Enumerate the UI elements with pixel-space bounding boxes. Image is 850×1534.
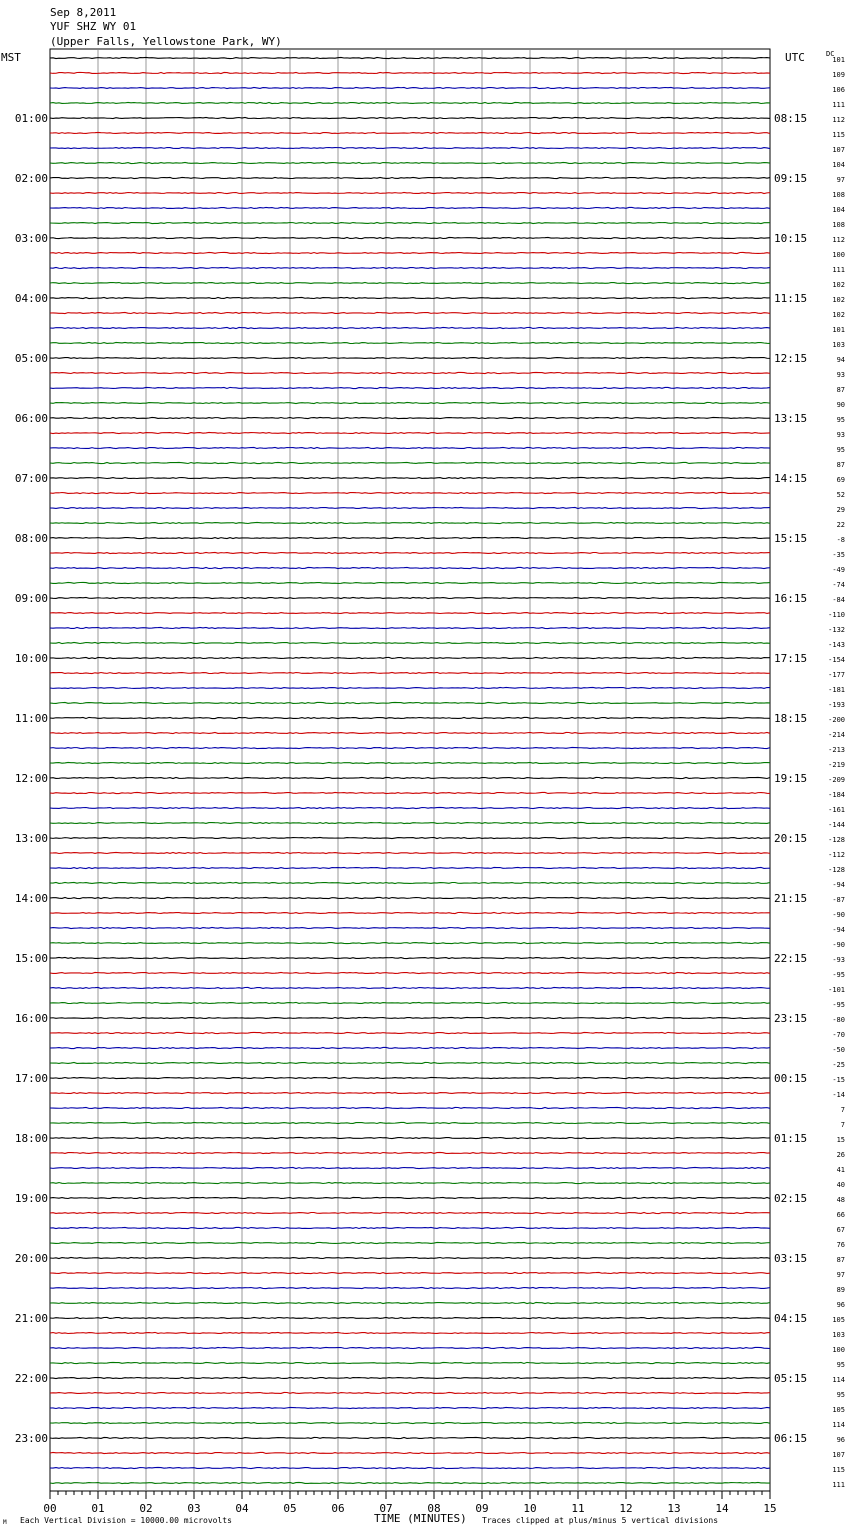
dc-offset-label: -35 — [832, 551, 845, 559]
dc-offset-label: -181 — [828, 686, 845, 694]
dc-offset-label: 97 — [836, 176, 845, 184]
dc-offset-label: -143 — [828, 641, 845, 649]
x-tick-label: 10 — [523, 1502, 537, 1515]
dc-offset-label: 108 — [832, 221, 845, 229]
dc-offset-label: -110 — [828, 611, 845, 619]
left-hour-label: 10:00 — [14, 652, 48, 665]
seismic-trace — [50, 1182, 770, 1183]
dc-offset-label: 108 — [832, 191, 845, 199]
dc-offset-label: 66 — [836, 1211, 845, 1219]
dc-offset-label: 105 — [832, 1316, 845, 1324]
dc-offset-label: 26 — [836, 1151, 845, 1159]
seismic-trace — [50, 687, 770, 688]
dc-offset-label: 102 — [832, 281, 845, 289]
left-hour-label: 04:00 — [14, 292, 48, 305]
dc-offset-label: 87 — [836, 1256, 845, 1264]
left-hour-label: 14:00 — [14, 892, 48, 905]
dc-offset-label: -49 — [832, 566, 845, 574]
dc-offset-label: 41 — [836, 1166, 845, 1174]
left-hour-label: 03:00 — [14, 232, 48, 245]
dc-label: DC — [826, 50, 835, 58]
seismic-trace — [50, 882, 770, 883]
clip-note: Traces clipped at plus/minus 5 vertical divisions — [482, 1516, 719, 1525]
right-hour-label: 04:15 — [774, 1312, 808, 1325]
plot-frame — [50, 49, 770, 1491]
left-hour-label: 06:00 — [14, 412, 48, 425]
dc-offset-label: 89 — [836, 1286, 845, 1294]
seismic-trace — [50, 417, 770, 418]
right-hour-label: 00:15 — [774, 1072, 808, 1085]
dc-offset-label: 103 — [832, 341, 845, 349]
dc-offset-label: -184 — [828, 791, 845, 799]
dc-offset-label: -101 — [828, 986, 845, 994]
seismic-trace — [50, 1362, 770, 1363]
right-hour-label: 22:15 — [774, 952, 808, 965]
left-hour-label: 12:00 — [14, 772, 48, 785]
dc-offset-label: 22 — [836, 521, 845, 529]
seismic-trace — [50, 762, 770, 763]
seismic-trace — [50, 582, 770, 583]
x-tick-label: 00 — [43, 1502, 57, 1515]
seismic-trace — [50, 642, 770, 643]
seismic-trace — [50, 1317, 770, 1318]
dc-offset-label: 111 — [832, 1481, 845, 1489]
dc-offset-label: 97 — [836, 1271, 845, 1279]
dc-offset-label: 100 — [832, 1346, 845, 1354]
seismic-trace — [50, 927, 770, 928]
seismic-trace — [50, 852, 770, 853]
dc-offset-label: 104 — [832, 206, 845, 214]
dc-offset-label: -214 — [828, 731, 845, 739]
x-tick-label: 05 — [283, 1502, 297, 1515]
seismic-trace — [50, 822, 770, 823]
dc-offset-label: 114 — [832, 1421, 845, 1429]
seismic-trace — [50, 402, 770, 403]
seismic-trace — [50, 1347, 770, 1348]
dc-offset-label: 69 — [836, 476, 845, 484]
seismic-trace — [50, 1017, 770, 1018]
right-hour-label: 17:15 — [774, 652, 808, 665]
x-tick-label: 09 — [475, 1502, 489, 1515]
x-tick-label: 04 — [235, 1502, 249, 1515]
dc-offset-label: 52 — [836, 491, 845, 499]
seismic-trace — [50, 1212, 770, 1213]
seismic-trace — [50, 282, 770, 283]
dc-offset-label: 112 — [832, 236, 845, 244]
dc-offset-label: 96 — [836, 1301, 845, 1309]
dc-offset-label: -14 — [832, 1091, 845, 1099]
seismic-trace — [50, 552, 770, 553]
dc-offset-label: 102 — [832, 311, 845, 319]
right-hour-label: 02:15 — [774, 1192, 808, 1205]
dc-offset-label: 104 — [832, 161, 845, 169]
seismic-trace — [50, 1152, 770, 1153]
seismic-trace — [50, 147, 770, 148]
dc-offset-label: 15 — [836, 1136, 845, 1144]
dc-offset-label: -144 — [828, 821, 845, 829]
dc-offset-label: -8 — [836, 536, 845, 544]
left-hour-label: 15:00 — [14, 952, 48, 965]
dc-offset-label: 95 — [836, 1391, 845, 1399]
dc-offset-label: 111 — [832, 266, 845, 274]
right-hour-label: 03:15 — [774, 1252, 808, 1265]
dc-offset-label: -90 — [832, 941, 845, 949]
left-hour-label: 18:00 — [14, 1132, 48, 1145]
dc-offset-label: -200 — [828, 716, 845, 724]
seismic-trace — [50, 942, 770, 943]
seismic-trace — [50, 1302, 770, 1303]
seismic-trace — [50, 987, 770, 988]
x-tick-label: 14 — [715, 1502, 729, 1515]
dc-offset-label: -154 — [828, 656, 845, 664]
plot-grid — [50, 49, 770, 1499]
dc-offset-label: -95 — [832, 971, 845, 979]
right-hour-label: 01:15 — [774, 1132, 808, 1145]
left-hour-label: 20:00 — [14, 1252, 48, 1265]
dc-offset-label: 76 — [836, 1241, 845, 1249]
traces — [50, 57, 770, 1483]
seismic-trace — [50, 957, 770, 958]
seismic-trace — [50, 972, 770, 973]
corner-mark: M — [3, 1519, 7, 1526]
dc-offset-label: 111 — [832, 101, 845, 109]
dc-offset-label: 115 — [832, 1466, 845, 1474]
x-tick-label: 03 — [187, 1502, 201, 1515]
header-location: (Upper Falls, Yellowstone Park, WY) — [50, 35, 282, 48]
seismic-trace — [50, 477, 770, 478]
seismic-trace — [50, 1482, 770, 1483]
dc-offset-label: 107 — [832, 146, 845, 154]
seismic-trace — [50, 1332, 770, 1333]
dc-offset-label: 90 — [836, 401, 845, 409]
dc-offset-label: 67 — [836, 1226, 845, 1234]
x-tick-label: 07 — [379, 1502, 393, 1515]
seismic-trace — [50, 537, 770, 538]
dc-offset-label: 94 — [836, 356, 845, 364]
seismic-trace — [50, 777, 770, 778]
seismic-trace — [50, 1287, 770, 1288]
seismic-trace — [50, 507, 770, 508]
seismic-trace — [50, 1047, 770, 1048]
x-tick-label: 13 — [667, 1502, 681, 1515]
dc-offset-label: 115 — [832, 131, 845, 139]
seismic-trace — [50, 912, 770, 913]
dc-offset-label: 102 — [832, 296, 845, 304]
seismic-trace — [50, 132, 770, 133]
seismic-trace — [50, 1272, 770, 1273]
seismic-trace — [50, 312, 770, 313]
seismic-trace — [50, 1197, 770, 1198]
dc-offset-label: 112 — [832, 116, 845, 124]
seismic-trace — [50, 1032, 770, 1033]
dc-offset-label: -213 — [828, 746, 845, 754]
dc-offset-label: -84 — [832, 596, 845, 604]
seismic-trace — [50, 492, 770, 493]
dc-offset-label: -74 — [832, 581, 845, 589]
x-tick-label: 02 — [139, 1502, 153, 1515]
dc-offset-label: 106 — [832, 86, 845, 94]
right-hour-label: 16:15 — [774, 592, 808, 605]
dc-offset-label: 87 — [836, 461, 845, 469]
seismic-trace — [50, 117, 770, 118]
right-hour-label: 09:15 — [774, 172, 808, 185]
seismic-trace — [50, 567, 770, 568]
x-tick-label: 15 — [763, 1502, 777, 1515]
seismic-trace — [50, 252, 770, 253]
left-hour-label: 07:00 — [14, 472, 48, 485]
seismic-trace — [50, 1122, 770, 1123]
dc-offset-label: 95 — [836, 416, 845, 424]
dc-offset-label: -80 — [832, 1016, 845, 1024]
seismic-trace — [50, 1092, 770, 1093]
dc-offset-label: -87 — [832, 896, 845, 904]
left-hour-label: 02:00 — [14, 172, 48, 185]
left-hour-label: 23:00 — [14, 1432, 48, 1445]
seismic-trace — [50, 1107, 770, 1108]
right-hour-label: 20:15 — [774, 832, 808, 845]
left-hour-label: 13:00 — [14, 832, 48, 845]
header-date: Sep 8,2011 — [50, 6, 117, 19]
seismic-trace — [50, 1467, 770, 1468]
x-tick-label: 01 — [91, 1502, 105, 1515]
dc-offset-label: -94 — [832, 881, 845, 889]
dc-offset-label: -93 — [832, 956, 845, 964]
left-hour-label: 09:00 — [14, 592, 48, 605]
dc-offset-label: 103 — [832, 1331, 845, 1339]
seismic-trace — [50, 1167, 770, 1168]
dc-offset-label: -70 — [832, 1031, 845, 1039]
seismic-trace — [50, 432, 770, 433]
right-hour-label: 06:15 — [774, 1432, 808, 1445]
right-hour-label: 12:15 — [774, 352, 808, 365]
x-axis-label: TIME (MINUTES) — [374, 1512, 467, 1525]
dc-offset-label: 101 — [832, 56, 845, 64]
left-axis-label: MST — [1, 51, 21, 64]
axis-labels — [15, 56, 845, 1515]
seismic-trace — [50, 267, 770, 268]
right-hour-label: 18:15 — [774, 712, 808, 725]
seismic-trace — [50, 1062, 770, 1063]
seismic-trace — [50, 222, 770, 223]
dc-offset-label: 101 — [832, 326, 845, 334]
right-hour-label: 10:15 — [774, 232, 808, 245]
seismic-trace — [50, 867, 770, 868]
left-hour-label: 01:00 — [14, 112, 48, 125]
dc-offset-label: -128 — [828, 866, 845, 874]
dc-offset-label: 96 — [836, 1436, 845, 1444]
seismic-trace — [50, 1407, 770, 1408]
seismic-trace — [50, 1452, 770, 1453]
left-hour-label: 17:00 — [14, 1072, 48, 1085]
right-hour-label: 19:15 — [774, 772, 808, 785]
seismic-trace — [50, 87, 770, 88]
dc-offset-label: 48 — [836, 1196, 845, 1204]
x-tick-label: 11 — [571, 1502, 585, 1515]
dc-offset-label: -128 — [828, 836, 845, 844]
seismic-trace — [50, 57, 770, 58]
seismic-trace — [50, 897, 770, 898]
dc-offset-label: -132 — [828, 626, 845, 634]
header-station: YUF SHZ WY 01 — [50, 20, 137, 33]
dc-offset-label: 40 — [836, 1181, 845, 1189]
right-hour-label: 13:15 — [774, 412, 808, 425]
dc-offset-label: 105 — [832, 1406, 845, 1414]
seismic-trace — [50, 1377, 770, 1378]
seismic-trace — [50, 357, 770, 358]
seismic-trace — [50, 342, 770, 343]
seismic-trace — [50, 372, 770, 373]
seismic-trace — [50, 72, 770, 73]
dc-offset-label: 87 — [836, 386, 845, 394]
dc-offset-label: 93 — [836, 371, 845, 379]
seismic-trace — [50, 612, 770, 613]
dc-offset-label: -90 — [832, 911, 845, 919]
left-hour-label: 19:00 — [14, 1192, 48, 1205]
seismic-trace — [50, 1002, 770, 1003]
dc-offset-label: 100 — [832, 251, 845, 259]
dc-offset-label: -50 — [832, 1046, 845, 1054]
seismic-trace — [50, 672, 770, 673]
seismic-trace — [50, 1137, 770, 1138]
seismic-trace — [50, 387, 770, 388]
seismic-trace — [50, 747, 770, 748]
seismic-trace — [50, 192, 770, 193]
dc-offset-label: 109 — [832, 71, 845, 79]
seismic-trace — [50, 237, 770, 238]
left-hour-label: 08:00 — [14, 532, 48, 545]
seismic-trace — [50, 597, 770, 598]
seismic-trace — [50, 792, 770, 793]
dc-offset-label: 29 — [836, 506, 845, 514]
left-hour-label: 22:00 — [14, 1372, 48, 1385]
division-note: Each Vertical Division = 10000.00 microvolts — [20, 1516, 232, 1525]
seismic-trace — [50, 207, 770, 208]
seismic-trace — [50, 462, 770, 463]
dc-offset-label: 107 — [832, 1451, 845, 1459]
dc-offset-label: 93 — [836, 431, 845, 439]
right-hour-label: 21:15 — [774, 892, 808, 905]
seismic-trace — [50, 702, 770, 703]
right-hour-label: 11:15 — [774, 292, 808, 305]
seismic-trace — [50, 1227, 770, 1228]
seismic-trace — [50, 807, 770, 808]
seismic-trace — [50, 522, 770, 523]
seismic-trace — [50, 177, 770, 178]
seismic-trace — [50, 1437, 770, 1438]
seismic-trace — [50, 627, 770, 628]
dc-offset-label: 95 — [836, 446, 845, 454]
dc-offset-label: -25 — [832, 1061, 845, 1069]
right-hour-label: 14:15 — [774, 472, 808, 485]
dc-offset-label: -177 — [828, 671, 845, 679]
left-hour-label: 16:00 — [14, 1012, 48, 1025]
seismic-trace — [50, 297, 770, 298]
right-hour-label: 05:15 — [774, 1372, 808, 1385]
seismic-trace — [50, 1422, 770, 1423]
dc-offset-label: -95 — [832, 1001, 845, 1009]
seismic-trace — [50, 1392, 770, 1393]
left-hour-label: 21:00 — [14, 1312, 48, 1325]
dc-offset-label: -193 — [828, 701, 845, 709]
dc-offset-label: 7 — [840, 1106, 845, 1114]
right-axis-label: UTC — [785, 51, 805, 64]
seismic-trace — [50, 162, 770, 163]
seismic-trace — [50, 837, 770, 838]
x-tick-label: 12 — [619, 1502, 633, 1515]
seismic-trace — [50, 657, 770, 658]
x-tick-label: 06 — [331, 1502, 345, 1515]
left-hour-label: 11:00 — [14, 712, 48, 725]
left-hour-label: 05:00 — [14, 352, 48, 365]
seismic-trace — [50, 447, 770, 448]
seismic-trace — [50, 327, 770, 328]
dc-offset-label: -219 — [828, 761, 845, 769]
dc-offset-label: -112 — [828, 851, 845, 859]
right-hour-label: 23:15 — [774, 1012, 808, 1025]
right-hour-label: 08:15 — [774, 112, 808, 125]
dc-offset-label: 95 — [836, 1361, 845, 1369]
dc-offset-label: 7 — [840, 1121, 845, 1129]
seismic-trace — [50, 102, 770, 103]
dc-offset-label: 114 — [832, 1376, 845, 1384]
dc-offset-label: -94 — [832, 926, 845, 934]
x-tick-label: 08 — [427, 1502, 441, 1515]
right-hour-label: 15:15 — [774, 532, 808, 545]
dc-offset-label: -209 — [828, 776, 845, 784]
seismic-trace — [50, 1257, 770, 1258]
seismic-trace — [50, 717, 770, 718]
seismic-trace — [50, 1077, 770, 1078]
dc-offset-label: -161 — [828, 806, 845, 814]
seismic-trace — [50, 732, 770, 733]
dc-offset-label: -15 — [832, 1076, 845, 1084]
seismic-trace — [50, 1242, 770, 1243]
